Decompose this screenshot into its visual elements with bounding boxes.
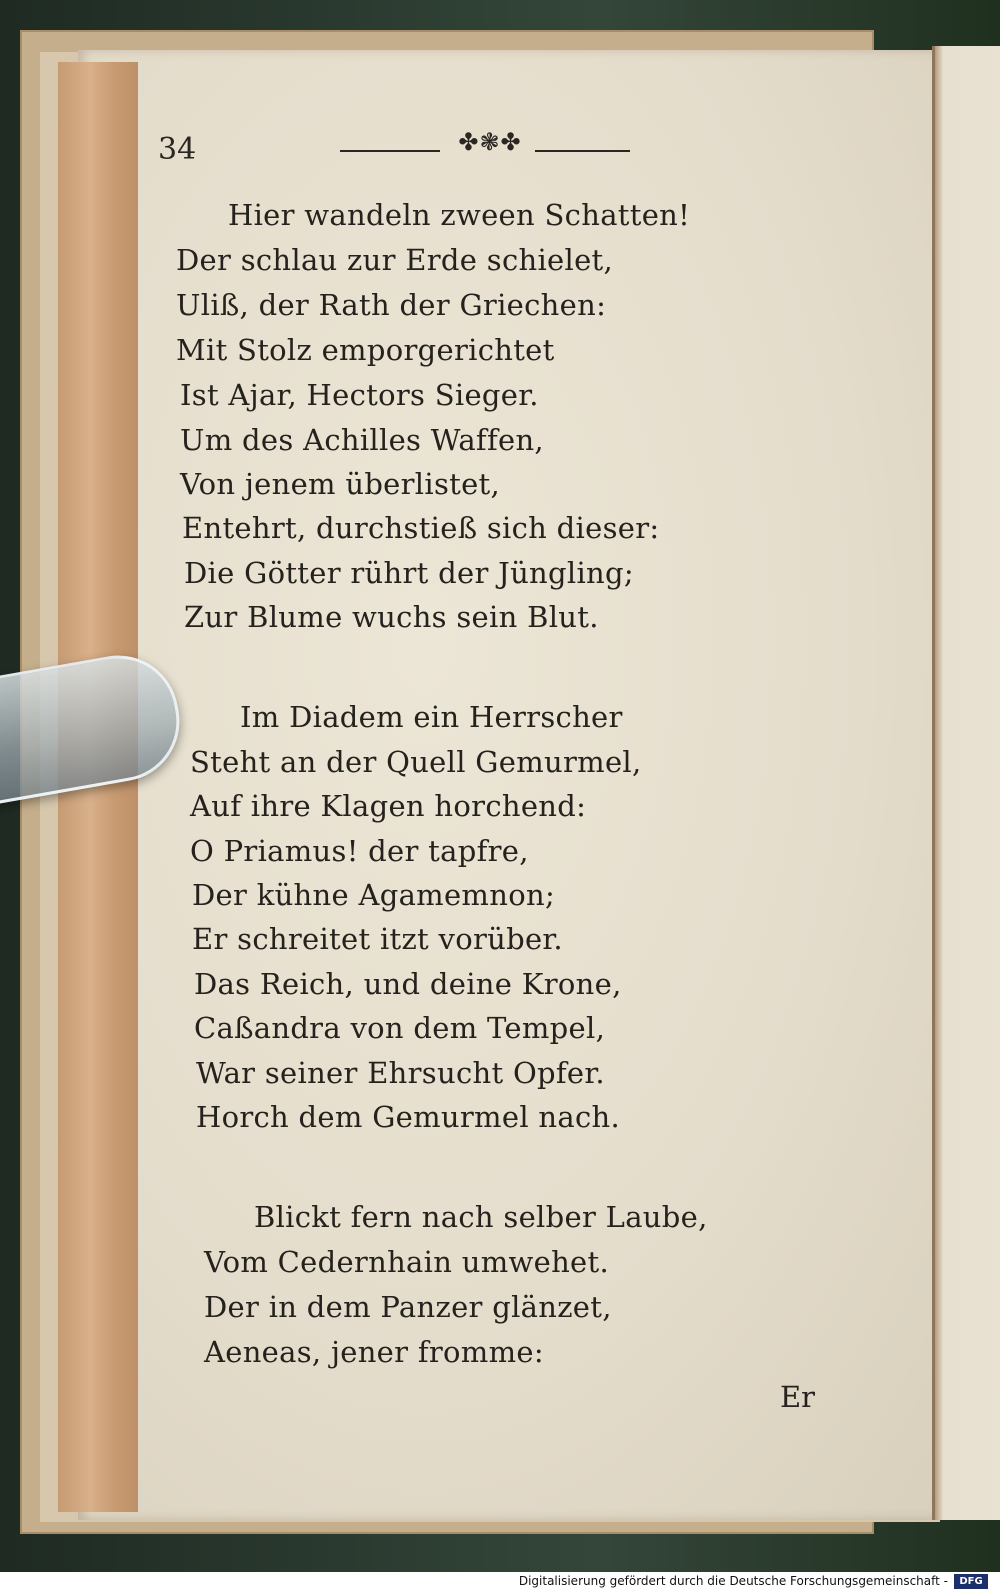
page-number: 34 (158, 132, 197, 167)
verse-line: Um des Achilles Waffen, (180, 423, 544, 457)
verse-line: Blickt fern nach selber Laube, (254, 1200, 708, 1234)
verse-line: Auf ihre Klagen horchend: (190, 789, 587, 823)
verse-line: Im Diadem ein Herrscher (240, 700, 623, 734)
facing-page-edge (932, 46, 1000, 1520)
verse-line: Vom Cedernhain umwehet. (204, 1245, 609, 1279)
header-ornament (340, 128, 630, 158)
verse-line: Mit Stolz emporgerichtet (176, 333, 555, 367)
verse-line: Die Götter rührt der Jüngling; (184, 556, 634, 590)
verse-line: Steht an der Quell Gemurmel, (190, 745, 642, 779)
verse-line: Aeneas, jener fromme: (204, 1335, 544, 1369)
verse-line: Der in dem Panzer glänzet, (204, 1290, 612, 1324)
verse-line: Zur Blume wuchs sein Blut. (184, 600, 599, 634)
verse-line: Uliß, der Rath der Griechen: (176, 288, 607, 322)
verse-line: Caßandra von dem Tempel, (194, 1011, 606, 1045)
verse-line: Der schlau zur Erde schielet, (176, 243, 614, 277)
verse-line: Entehrt, durchstieß sich dieser: (182, 511, 660, 545)
ornament-glyph: ✤❃✤ (458, 128, 522, 156)
verse-line: Er schreitet itzt vorüber. (192, 922, 563, 956)
verse-line: Von jenem überlistet, (180, 467, 501, 501)
verse-line: War seiner Ehrsucht Opfer. (196, 1056, 605, 1090)
catchword: Er (780, 1380, 816, 1414)
verse-line: Das Reich, und deine Krone, (194, 967, 622, 1001)
verse-line: Ist Ajar, Hectors Sieger. (180, 378, 539, 412)
ornament-rule-right (535, 150, 630, 152)
footer-credit: Digitalisierung gefördert durch die Deutsche Forschungsgemeinschaft - (518, 1574, 948, 1588)
verse-line: Horch dem Gemurmel nach. (196, 1100, 621, 1134)
verse-line: O Priamus! der tapfre, (190, 834, 529, 868)
dfg-logo-icon: DFG (954, 1574, 988, 1589)
verse-line: Hier wandeln zween Schatten! (228, 198, 691, 232)
ornament-rule-left (340, 150, 440, 152)
verse-line: Der kühne Agamemnon; (192, 878, 556, 912)
